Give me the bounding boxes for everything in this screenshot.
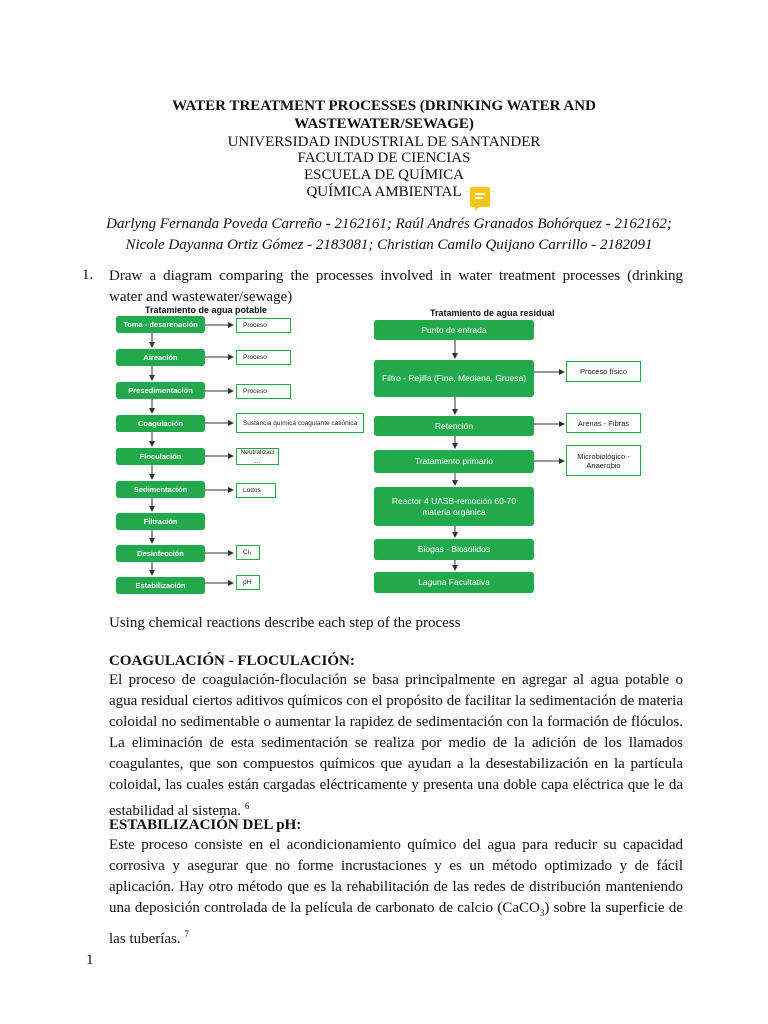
potable-step: Estabilización xyxy=(116,577,205,594)
potable-note: Proceso xyxy=(236,350,291,365)
doc-title-line2: WASTEWATER/SEWAGE) xyxy=(294,116,474,132)
authors-line2: Nicole Dayanna Ortiz Gómez - 2183081; Christian Camilo Quijano Carrillo - 2182091 xyxy=(125,237,653,253)
potable-step: Presedimentación xyxy=(116,382,205,399)
potable-note: Proceso xyxy=(236,384,291,399)
residual-step: Reactor 4 UASB-remoción 60-70 materia orgánica xyxy=(374,487,534,526)
citation-ref: 7 xyxy=(184,929,189,939)
paragraph-text: ) sobre la superficie de las tuberías. xyxy=(109,900,683,947)
potable-title: Tratamiento de agua potable xyxy=(145,305,268,315)
potable-step: Floculación xyxy=(116,448,205,465)
treatment-diagram xyxy=(105,303,630,603)
page-number: 1 xyxy=(86,952,94,968)
residual-note: Microbiológico - Anaerobio xyxy=(566,445,641,476)
authors-line1: Darlyng Fernanda Poveda Carreño - 2162161; Raúl Andrés Granados Bohórquez - 2162162; xyxy=(106,216,672,232)
potable-note: pH xyxy=(236,575,260,590)
question-number: 1. xyxy=(82,267,94,283)
comment-icon[interactable] xyxy=(470,187,490,207)
residual-step: Filtro - Rejilla (Fina, Mediana, Gruesa) xyxy=(374,360,534,397)
potable-step: Filtración xyxy=(116,513,205,530)
potable-step: Aireación xyxy=(116,349,205,366)
paragraph-text: El proceso de coagulación-floculación se basa principalmente en agregar al agua potable o agua residual ciertos aditivos químicos con el propósito de facilitar la sedimentación de materia coloidal no sedimentable o aumentar la rapidez de sedimentación con la formación de flóculos. La eliminación de esta sedimentación se realiza por medio de la adición de los llamados coagulantes, que son compuestos químicos que ayudan a la desestabilización en la partícula coloidal, las cuales están cargadas eléctricamente y presenta una doble capa eléctrica que le da estabilidad al sistema. xyxy=(109,672,683,819)
residual-step: Retención xyxy=(374,416,534,436)
residual-title: Tratamiento de agua residual xyxy=(430,308,555,318)
doc-title-line1: WATER TREATMENT PROCESSES (DRINKING WATER AND xyxy=(172,98,596,114)
potable-note: Sustancia química coagulante catiónica xyxy=(236,413,364,433)
potable-step: Coagulación xyxy=(116,415,205,432)
course-name: QUÍMICA AMBIENTAL xyxy=(306,184,462,200)
residual-step: Tratamiento primario xyxy=(374,450,534,473)
authors xyxy=(90,214,688,256)
residual-note: Proceso físico xyxy=(566,361,641,382)
section-paragraph-estabilizacion xyxy=(109,835,683,950)
instruction-text: Using chemical reactions describe each step of the process xyxy=(109,615,461,631)
residual-step: Punto de entrada xyxy=(374,320,534,340)
residual-step: Laguna Facultativa xyxy=(374,572,534,593)
school-name: ESCUELA DE QUÍMICA xyxy=(304,167,464,183)
subscript: 3 xyxy=(539,908,545,918)
potable-note: Neutralizaci ... xyxy=(236,448,279,465)
residual-step: Biogas - Biosólidos xyxy=(374,539,534,560)
potable-step: Desinfección xyxy=(116,545,205,562)
citation-ref: 6 xyxy=(244,801,250,811)
potable-note: Lodos xyxy=(236,483,276,498)
potable-step: Sedimentación xyxy=(116,481,205,498)
paragraph-text: Este proceso consiste en el acondicionamiento químico del agua para reducir su capacidad corrosiva y asegurar que no forme incrustaciones y es un método optimizado y de fácil aplicación. Hay otro método que es la rehabilitación de las redes de distribución manteniendo una deposición controlada de la película de carbonato de calcio (CaCO xyxy=(109,837,683,916)
potable-note: Proceso xyxy=(236,318,291,333)
question-text: Draw a diagram comparing the processes involved in water treatment processes (drinking water and wastewater/sewage) xyxy=(109,268,683,305)
section-paragraph-coagulacion xyxy=(109,670,683,822)
potable-note: Cl₂ xyxy=(236,545,260,560)
university-name: UNIVERSIDAD INDUSTRIAL DE SANTANDER xyxy=(227,134,541,150)
residual-note: Arenas - Fibras xyxy=(566,413,641,433)
section-heading-estabilizacion: ESTABILIZACIÓN DEL pH: xyxy=(109,817,302,833)
faculty-name: FACULTAD DE CIENCIAS xyxy=(297,150,471,166)
section-heading-coagulacion: COAGULACIÓN - FLOCULACIÓN: xyxy=(109,653,355,669)
potable-step: Toma - desarenación xyxy=(116,316,205,333)
